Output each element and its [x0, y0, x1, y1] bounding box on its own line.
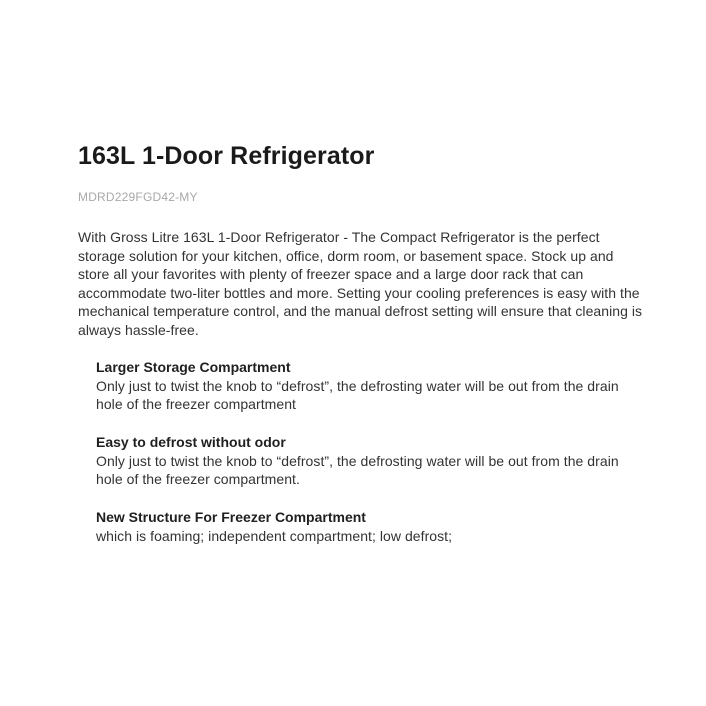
feature-text: Only just to twist the knob to “defrost”, the defrosting water will be out from the drain hole of the freezer compartment	[96, 378, 619, 412]
feature-title: New Structure For Freezer Compartment	[96, 509, 366, 525]
feature-text: which is foaming; independent compartment; low defrost;	[96, 528, 453, 544]
product-description: With Gross Litre 163L 1-Door Refrigerator - The Compact Refrigerator is the perfect storage solution for your kitchen, office, dorm room, or basement space. Stock up and store all your favorites with plenty of freezer space and a large door rack that can accommodate two-liter bottles and more. Setting your cooling preferences is easy with the mechanical temperature control, and the manual defrost setting will ensure that cleaning is always hassle-free.	[78, 229, 643, 338]
product-details	[78, 140, 643, 565]
feature-list	[78, 358, 646, 545]
feature-title: Larger Storage Compartment	[96, 359, 291, 375]
feature-title: Easy to defrost without odor	[96, 434, 286, 450]
feature-item	[96, 433, 646, 488]
product-title: 163L 1-Door Refrigerator	[78, 142, 375, 170]
feature-item	[96, 508, 646, 545]
feature-text: Only just to twist the knob to “defrost”, the defrosting water will be out from the drain hole of the freezer compartment.	[96, 453, 619, 487]
product-sku: MDRD229FGD42-MY	[78, 190, 198, 204]
feature-item	[96, 358, 646, 413]
